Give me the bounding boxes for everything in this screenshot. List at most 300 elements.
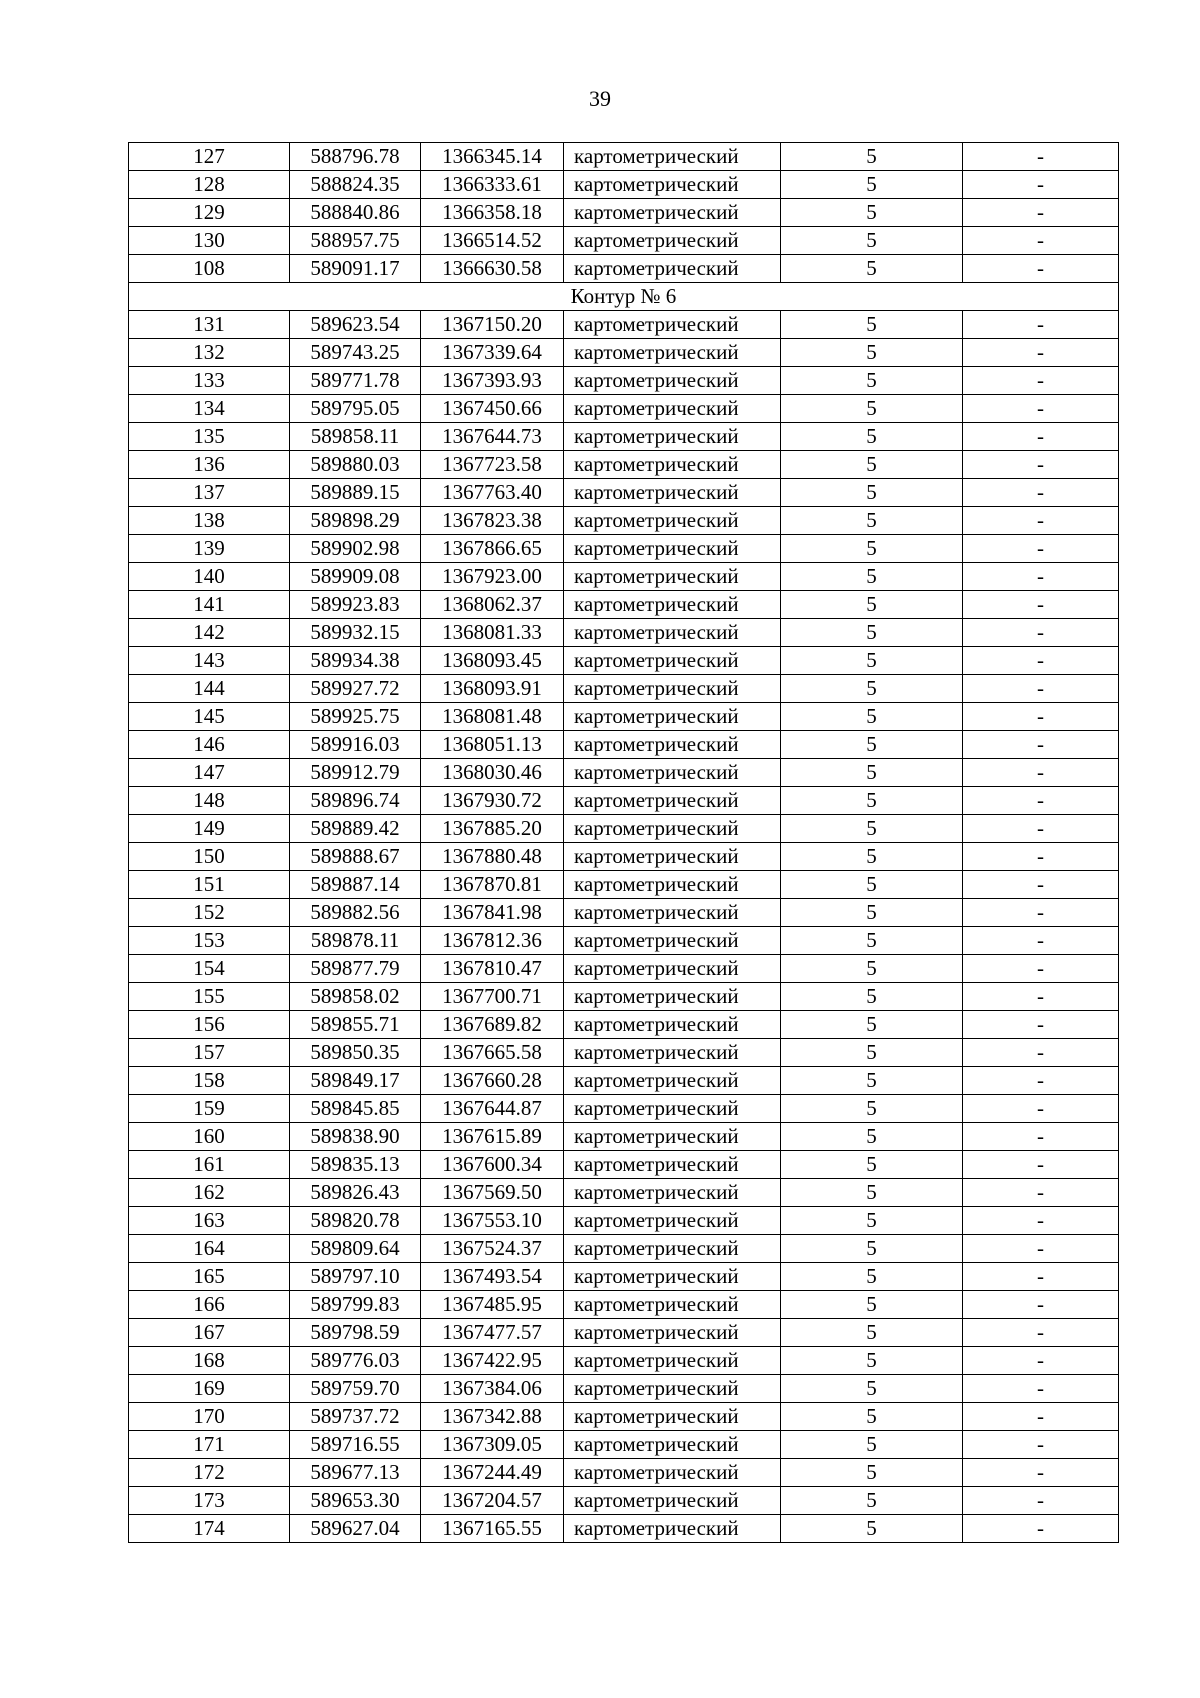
table-row — [129, 535, 1119, 563]
coord-x-cell: 589934.38 — [290, 647, 421, 675]
coord-y-cell: 1367644.87 — [421, 1095, 564, 1123]
coord-x-cell: 589909.08 — [290, 563, 421, 591]
coord-y-cell: 1367165.55 — [421, 1515, 564, 1543]
coord-x-cell: 589091.17 — [290, 255, 421, 283]
point-number-cell: 128 — [129, 171, 290, 199]
coord-y-cell: 1366630.58 — [421, 255, 564, 283]
point-number-cell: 160 — [129, 1123, 290, 1151]
coord-x-cell: 589776.03 — [290, 1347, 421, 1375]
coord-x-cell: 589809.64 — [290, 1235, 421, 1263]
table-row — [129, 787, 1119, 815]
note-cell: - — [963, 871, 1119, 899]
coord-x-cell: 589858.11 — [290, 423, 421, 451]
point-number-cell: 139 — [129, 535, 290, 563]
coord-y-cell: 1367923.00 — [421, 563, 564, 591]
point-number-cell: 172 — [129, 1459, 290, 1487]
note-cell: - — [963, 395, 1119, 423]
point-number-cell: 146 — [129, 731, 290, 759]
point-number-cell: 166 — [129, 1291, 290, 1319]
point-number-cell: 145 — [129, 703, 290, 731]
coord-y-cell: 1367524.37 — [421, 1235, 564, 1263]
coord-y-cell: 1367841.98 — [421, 899, 564, 927]
coord-y-cell: 1367615.89 — [421, 1123, 564, 1151]
coord-x-cell: 589820.78 — [290, 1207, 421, 1235]
coord-y-cell: 1367600.34 — [421, 1151, 564, 1179]
coord-y-cell: 1367930.72 — [421, 787, 564, 815]
accuracy-cell: 5 — [781, 955, 963, 983]
coord-y-cell: 1368093.91 — [421, 675, 564, 703]
point-number-cell: 143 — [129, 647, 290, 675]
accuracy-cell: 5 — [781, 1319, 963, 1347]
note-cell: - — [963, 535, 1119, 563]
method-cell: картометрический — [564, 1207, 781, 1235]
table-row — [129, 339, 1119, 367]
coord-x-cell: 589923.83 — [290, 591, 421, 619]
section-header-row — [129, 283, 1119, 311]
note-cell: - — [963, 311, 1119, 339]
note-cell: - — [963, 731, 1119, 759]
method-cell: картометрический — [564, 955, 781, 983]
coord-x-cell: 589771.78 — [290, 367, 421, 395]
point-number-cell: 131 — [129, 311, 290, 339]
method-cell: картометрический — [564, 1235, 781, 1263]
note-cell: - — [963, 1515, 1119, 1543]
table-row — [129, 1011, 1119, 1039]
coord-y-cell: 1367723.58 — [421, 451, 564, 479]
coord-x-cell: 589799.83 — [290, 1291, 421, 1319]
accuracy-cell: 5 — [781, 1291, 963, 1319]
method-cell: картометрический — [564, 311, 781, 339]
note-cell: - — [963, 199, 1119, 227]
point-number-cell: 156 — [129, 1011, 290, 1039]
point-number-cell: 151 — [129, 871, 290, 899]
note-cell: - — [963, 143, 1119, 171]
coord-y-cell: 1367665.58 — [421, 1039, 564, 1067]
accuracy-cell: 5 — [781, 535, 963, 563]
note-cell: - — [963, 1347, 1119, 1375]
coord-x-cell: 589912.79 — [290, 759, 421, 787]
method-cell: картометрический — [564, 171, 781, 199]
coord-y-cell: 1367339.64 — [421, 339, 564, 367]
accuracy-cell: 5 — [781, 983, 963, 1011]
note-cell: - — [963, 479, 1119, 507]
coord-y-cell: 1366333.61 — [421, 171, 564, 199]
method-cell: картометрический — [564, 339, 781, 367]
note-cell: - — [963, 451, 1119, 479]
point-number-cell: 162 — [129, 1179, 290, 1207]
note-cell: - — [963, 983, 1119, 1011]
point-number-cell: 163 — [129, 1207, 290, 1235]
method-cell: картометрический — [564, 199, 781, 227]
coord-x-cell: 589850.35 — [290, 1039, 421, 1067]
method-cell: картометрический — [564, 1263, 781, 1291]
note-cell: - — [963, 843, 1119, 871]
method-cell: картометрический — [564, 143, 781, 171]
point-number-cell: 140 — [129, 563, 290, 591]
coord-x-cell: 589858.02 — [290, 983, 421, 1011]
method-cell: картометрический — [564, 535, 781, 563]
accuracy-cell: 5 — [781, 1095, 963, 1123]
table-row — [129, 255, 1119, 283]
coordinates-table-body — [129, 143, 1119, 1543]
note-cell: - — [963, 1263, 1119, 1291]
coord-x-cell: 589795.05 — [290, 395, 421, 423]
table-row — [129, 871, 1119, 899]
method-cell: картометрический — [564, 423, 781, 451]
table-row — [129, 171, 1119, 199]
coord-x-cell: 589849.17 — [290, 1067, 421, 1095]
note-cell: - — [963, 647, 1119, 675]
method-cell: картометрический — [564, 367, 781, 395]
point-number-cell: 174 — [129, 1515, 290, 1543]
table-row — [129, 1487, 1119, 1515]
accuracy-cell: 5 — [781, 1067, 963, 1095]
accuracy-cell: 5 — [781, 451, 963, 479]
table-row — [129, 451, 1119, 479]
point-number-cell: 148 — [129, 787, 290, 815]
accuracy-cell: 5 — [781, 1179, 963, 1207]
note-cell: - — [963, 955, 1119, 983]
note-cell: - — [963, 759, 1119, 787]
accuracy-cell: 5 — [781, 787, 963, 815]
method-cell: картометрический — [564, 1347, 781, 1375]
accuracy-cell: 5 — [781, 255, 963, 283]
coord-x-cell: 589889.42 — [290, 815, 421, 843]
table-row — [129, 1179, 1119, 1207]
method-cell: картометрический — [564, 479, 781, 507]
coord-x-cell: 589737.72 — [290, 1403, 421, 1431]
coord-y-cell: 1367393.93 — [421, 367, 564, 395]
table-row — [129, 1067, 1119, 1095]
table-row — [129, 507, 1119, 535]
method-cell: картометрический — [564, 1375, 781, 1403]
coord-x-cell: 588957.75 — [290, 227, 421, 255]
point-number-cell: 129 — [129, 199, 290, 227]
accuracy-cell: 5 — [781, 1123, 963, 1151]
accuracy-cell: 5 — [781, 311, 963, 339]
accuracy-cell: 5 — [781, 927, 963, 955]
coord-x-cell: 589677.13 — [290, 1459, 421, 1487]
accuracy-cell: 5 — [781, 563, 963, 591]
point-number-cell: 141 — [129, 591, 290, 619]
note-cell: - — [963, 1179, 1119, 1207]
note-cell: - — [963, 703, 1119, 731]
accuracy-cell: 5 — [781, 675, 963, 703]
accuracy-cell: 5 — [781, 899, 963, 927]
coord-y-cell: 1368062.37 — [421, 591, 564, 619]
coord-y-cell: 1367812.36 — [421, 927, 564, 955]
accuracy-cell: 5 — [781, 1487, 963, 1515]
table-row — [129, 1515, 1119, 1543]
note-cell: - — [963, 1011, 1119, 1039]
table-row — [129, 1431, 1119, 1459]
coord-y-cell: 1367689.82 — [421, 1011, 564, 1039]
coord-y-cell: 1368081.33 — [421, 619, 564, 647]
coord-x-cell: 588824.35 — [290, 171, 421, 199]
accuracy-cell: 5 — [781, 1375, 963, 1403]
point-number-cell: 167 — [129, 1319, 290, 1347]
point-number-cell: 138 — [129, 507, 290, 535]
coord-x-cell: 589887.14 — [290, 871, 421, 899]
coord-x-cell: 589882.56 — [290, 899, 421, 927]
method-cell: картометрический — [564, 1459, 781, 1487]
method-cell: картометрический — [564, 1403, 781, 1431]
coord-y-cell: 1366358.18 — [421, 199, 564, 227]
coord-x-cell: 589889.15 — [290, 479, 421, 507]
point-number-cell: 157 — [129, 1039, 290, 1067]
coord-y-cell: 1367450.66 — [421, 395, 564, 423]
table-row — [129, 843, 1119, 871]
accuracy-cell: 5 — [781, 395, 963, 423]
point-number-cell: 147 — [129, 759, 290, 787]
coord-y-cell: 1367866.65 — [421, 535, 564, 563]
method-cell: картометрический — [564, 787, 781, 815]
table-row — [129, 983, 1119, 1011]
accuracy-cell: 5 — [781, 199, 963, 227]
point-number-cell: 170 — [129, 1403, 290, 1431]
method-cell: картометрический — [564, 731, 781, 759]
coord-x-cell: 589826.43 — [290, 1179, 421, 1207]
table-row — [129, 1235, 1119, 1263]
accuracy-cell: 5 — [781, 339, 963, 367]
table-row — [129, 815, 1119, 843]
table-row — [129, 1319, 1119, 1347]
accuracy-cell: 5 — [781, 871, 963, 899]
coord-y-cell: 1367763.40 — [421, 479, 564, 507]
note-cell: - — [963, 591, 1119, 619]
note-cell: - — [963, 619, 1119, 647]
accuracy-cell: 5 — [781, 815, 963, 843]
table-row — [129, 675, 1119, 703]
coord-y-cell: 1367493.54 — [421, 1263, 564, 1291]
coord-y-cell: 1366345.14 — [421, 143, 564, 171]
point-number-cell: 169 — [129, 1375, 290, 1403]
accuracy-cell: 5 — [781, 1515, 963, 1543]
accuracy-cell: 5 — [781, 591, 963, 619]
coord-y-cell: 1367569.50 — [421, 1179, 564, 1207]
coord-y-cell: 1367870.81 — [421, 871, 564, 899]
point-number-cell: 137 — [129, 479, 290, 507]
point-number-cell: 127 — [129, 143, 290, 171]
coord-x-cell: 589925.75 — [290, 703, 421, 731]
point-number-cell: 155 — [129, 983, 290, 1011]
accuracy-cell: 5 — [781, 1207, 963, 1235]
coord-x-cell: 589896.74 — [290, 787, 421, 815]
point-number-cell: 149 — [129, 815, 290, 843]
coord-y-cell: 1368081.48 — [421, 703, 564, 731]
coordinates-table — [128, 142, 1119, 1543]
point-number-cell: 152 — [129, 899, 290, 927]
point-number-cell: 135 — [129, 423, 290, 451]
table-row — [129, 227, 1119, 255]
coord-x-cell: 589797.10 — [290, 1263, 421, 1291]
method-cell: картометрический — [564, 1515, 781, 1543]
coord-y-cell: 1367553.10 — [421, 1207, 564, 1235]
note-cell: - — [963, 675, 1119, 703]
accuracy-cell: 5 — [781, 1039, 963, 1067]
accuracy-cell: 5 — [781, 171, 963, 199]
coord-x-cell: 589838.90 — [290, 1123, 421, 1151]
table-row — [129, 759, 1119, 787]
method-cell: картометрический — [564, 1487, 781, 1515]
method-cell: картометрический — [564, 1039, 781, 1067]
method-cell: картометрический — [564, 1291, 781, 1319]
coord-y-cell: 1367810.47 — [421, 955, 564, 983]
accuracy-cell: 5 — [781, 1347, 963, 1375]
method-cell: картометрический — [564, 1011, 781, 1039]
coord-y-cell: 1367823.38 — [421, 507, 564, 535]
coord-x-cell: 589743.25 — [290, 339, 421, 367]
coord-y-cell: 1367309.05 — [421, 1431, 564, 1459]
point-number-cell: 164 — [129, 1235, 290, 1263]
note-cell: - — [963, 1375, 1119, 1403]
accuracy-cell: 5 — [781, 227, 963, 255]
coord-y-cell: 1367204.57 — [421, 1487, 564, 1515]
point-number-cell: 168 — [129, 1347, 290, 1375]
coord-y-cell: 1367342.88 — [421, 1403, 564, 1431]
table-row — [129, 143, 1119, 171]
method-cell: картометрический — [564, 227, 781, 255]
accuracy-cell: 5 — [781, 647, 963, 675]
method-cell: картометрический — [564, 647, 781, 675]
accuracy-cell: 5 — [781, 1403, 963, 1431]
accuracy-cell: 5 — [781, 1459, 963, 1487]
table-row — [129, 955, 1119, 983]
accuracy-cell: 5 — [781, 423, 963, 451]
coord-x-cell: 589623.54 — [290, 311, 421, 339]
method-cell: картометрический — [564, 619, 781, 647]
accuracy-cell: 5 — [781, 731, 963, 759]
method-cell: картометрический — [564, 843, 781, 871]
method-cell: картометрический — [564, 395, 781, 423]
table-row — [129, 731, 1119, 759]
coord-x-cell: 589716.55 — [290, 1431, 421, 1459]
table-row — [129, 1123, 1119, 1151]
accuracy-cell: 5 — [781, 143, 963, 171]
coord-y-cell: 1367477.57 — [421, 1319, 564, 1347]
table-row — [129, 1095, 1119, 1123]
coord-x-cell: 589898.29 — [290, 507, 421, 535]
coord-y-cell: 1367422.95 — [421, 1347, 564, 1375]
note-cell: - — [963, 423, 1119, 451]
table-row — [129, 1459, 1119, 1487]
table-row — [129, 1291, 1119, 1319]
note-cell: - — [963, 899, 1119, 927]
note-cell: - — [963, 815, 1119, 843]
accuracy-cell: 5 — [781, 1151, 963, 1179]
section-title: Контур № 6 — [129, 283, 1119, 311]
coord-y-cell: 1368030.46 — [421, 759, 564, 787]
accuracy-cell: 5 — [781, 703, 963, 731]
coord-y-cell: 1367644.73 — [421, 423, 564, 451]
point-number-cell: 108 — [129, 255, 290, 283]
method-cell: картометрический — [564, 703, 781, 731]
table-row — [129, 367, 1119, 395]
coord-x-cell: 589798.59 — [290, 1319, 421, 1347]
point-number-cell: 161 — [129, 1151, 290, 1179]
coord-y-cell: 1367700.71 — [421, 983, 564, 1011]
point-number-cell: 134 — [129, 395, 290, 423]
note-cell: - — [963, 1207, 1119, 1235]
note-cell: - — [963, 507, 1119, 535]
coord-y-cell: 1368093.45 — [421, 647, 564, 675]
note-cell: - — [963, 563, 1119, 591]
method-cell: картометрический — [564, 1151, 781, 1179]
point-number-cell: 153 — [129, 927, 290, 955]
accuracy-cell: 5 — [781, 759, 963, 787]
table-row — [129, 1151, 1119, 1179]
method-cell: картометрический — [564, 1431, 781, 1459]
point-number-cell: 142 — [129, 619, 290, 647]
coord-x-cell: 589916.03 — [290, 731, 421, 759]
table-row — [129, 1347, 1119, 1375]
coord-x-cell: 589877.79 — [290, 955, 421, 983]
accuracy-cell: 5 — [781, 479, 963, 507]
note-cell: - — [963, 787, 1119, 815]
coord-x-cell: 588796.78 — [290, 143, 421, 171]
coord-y-cell: 1367660.28 — [421, 1067, 564, 1095]
method-cell: картометрический — [564, 507, 781, 535]
coord-x-cell: 589835.13 — [290, 1151, 421, 1179]
note-cell: - — [963, 1235, 1119, 1263]
note-cell: - — [963, 1123, 1119, 1151]
note-cell: - — [963, 227, 1119, 255]
table-row — [129, 311, 1119, 339]
table-row — [129, 563, 1119, 591]
coord-x-cell: 589653.30 — [290, 1487, 421, 1515]
coord-x-cell: 589880.03 — [290, 451, 421, 479]
note-cell: - — [963, 255, 1119, 283]
accuracy-cell: 5 — [781, 843, 963, 871]
coord-x-cell: 589855.71 — [290, 1011, 421, 1039]
table-row — [129, 1039, 1119, 1067]
coord-y-cell: 1368051.13 — [421, 731, 564, 759]
table-row — [129, 1263, 1119, 1291]
point-number-cell: 154 — [129, 955, 290, 983]
note-cell: - — [963, 1291, 1119, 1319]
accuracy-cell: 5 — [781, 619, 963, 647]
coord-x-cell: 589845.85 — [290, 1095, 421, 1123]
table-row — [129, 591, 1119, 619]
point-number-cell: 132 — [129, 339, 290, 367]
method-cell: картометрический — [564, 1179, 781, 1207]
table-row — [129, 1403, 1119, 1431]
method-cell: картометрический — [564, 1319, 781, 1347]
note-cell: - — [963, 171, 1119, 199]
table-row — [129, 619, 1119, 647]
coord-y-cell: 1366514.52 — [421, 227, 564, 255]
table-row — [129, 927, 1119, 955]
table-row — [129, 1207, 1119, 1235]
coord-y-cell: 1367150.20 — [421, 311, 564, 339]
method-cell: картометрический — [564, 899, 781, 927]
table-row — [129, 703, 1119, 731]
method-cell: картометрический — [564, 759, 781, 787]
point-number-cell: 136 — [129, 451, 290, 479]
method-cell: картометрический — [564, 927, 781, 955]
accuracy-cell: 5 — [781, 1431, 963, 1459]
note-cell: - — [963, 1067, 1119, 1095]
coord-x-cell: 589759.70 — [290, 1375, 421, 1403]
note-cell: - — [963, 1459, 1119, 1487]
coord-y-cell: 1367384.06 — [421, 1375, 564, 1403]
note-cell: - — [963, 1151, 1119, 1179]
accuracy-cell: 5 — [781, 1263, 963, 1291]
point-number-cell: 158 — [129, 1067, 290, 1095]
coord-x-cell: 589627.04 — [290, 1515, 421, 1543]
method-cell: картометрический — [564, 983, 781, 1011]
point-number-cell: 133 — [129, 367, 290, 395]
